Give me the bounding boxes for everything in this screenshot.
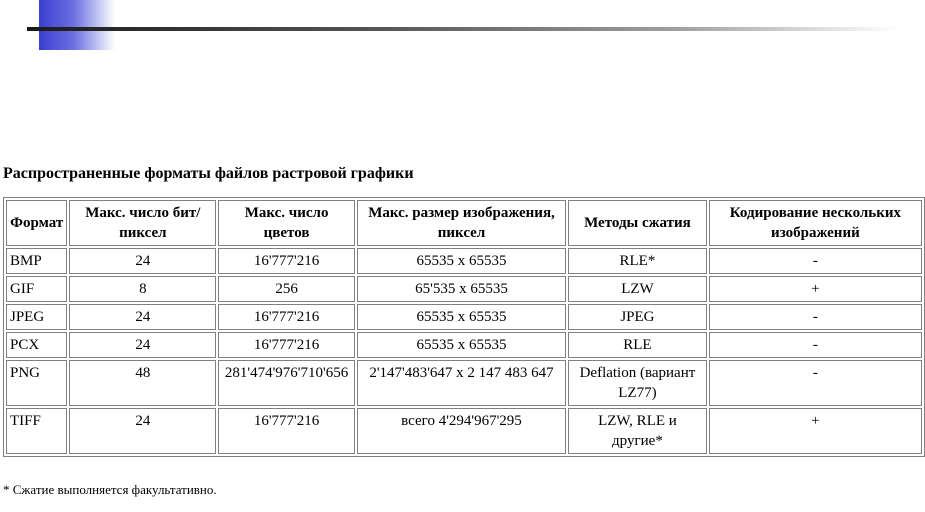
table-row (6, 304, 922, 330)
cell-multi-image: - (709, 304, 922, 330)
cell-multi-image: - (709, 248, 922, 274)
table-header-row (6, 200, 922, 246)
cell-max-bits: 24 (69, 304, 216, 330)
table-caption: Распространенные форматы файлов растровой графики (3, 165, 414, 182)
cell-max-colors: 281'474'976'710'656 (218, 360, 355, 406)
cell-compression: RLE* (568, 248, 707, 274)
cell-max-colors: 16'777'216 (218, 248, 355, 274)
cell-compression: LZW (568, 276, 707, 302)
cell-format: BMP (6, 248, 67, 274)
header-multi-image: Кодирование нескольких изображений (709, 200, 922, 246)
cell-max-size: всего 4'294'967'295 (357, 408, 566, 454)
cell-max-colors: 16'777'216 (218, 408, 355, 454)
header-max-size: Макс. размер изображения, пиксел (357, 200, 566, 246)
table-row (6, 332, 922, 358)
cell-max-colors: 256 (218, 276, 355, 302)
table-footnote: * Сжатие выполняется факультативно. (3, 482, 217, 497)
cell-max-size: 2'147'483'647 x 2 147 483 647 (357, 360, 566, 406)
table-row (6, 276, 922, 302)
table-row (6, 408, 922, 454)
table-row (6, 360, 922, 406)
cell-max-bits: 8 (69, 276, 216, 302)
cell-max-bits: 48 (69, 360, 216, 406)
cell-multi-image: + (709, 408, 922, 454)
cell-compression: JPEG (568, 304, 707, 330)
header-max-colors: Макс. число цветов (218, 200, 355, 246)
decorative-gradient-square (39, 0, 115, 50)
cell-format: PCX (6, 332, 67, 358)
cell-max-bits: 24 (69, 408, 216, 454)
cell-max-size: 65535 x 65535 (357, 332, 566, 358)
cell-format: TIFF (6, 408, 67, 454)
cell-multi-image: - (709, 360, 922, 406)
cell-max-size: 65'535 x 65535 (357, 276, 566, 302)
raster-formats-table (3, 197, 925, 457)
header-max-bits: Макс. число бит/ пиксел (69, 200, 216, 246)
cell-max-size: 65535 x 65535 (357, 248, 566, 274)
cell-format: GIF (6, 276, 67, 302)
cell-format: JPEG (6, 304, 67, 330)
cell-max-bits: 24 (69, 248, 216, 274)
header-format: Формат (6, 200, 67, 246)
cell-multi-image: - (709, 332, 922, 358)
cell-max-bits: 24 (69, 332, 216, 358)
cell-multi-image: + (709, 276, 922, 302)
cell-compression: RLE (568, 332, 707, 358)
cell-format: PNG (6, 360, 67, 406)
cell-compression: Deflation (вариант LZ77) (568, 360, 707, 406)
decorative-divider-line (27, 27, 897, 31)
header-compression: Методы сжатия (568, 200, 707, 246)
cell-max-colors: 16'777'216 (218, 332, 355, 358)
cell-max-size: 65535 x 65535 (357, 304, 566, 330)
table-row (6, 248, 922, 274)
cell-compression: LZW, RLE и другие* (568, 408, 707, 454)
cell-max-colors: 16'777'216 (218, 304, 355, 330)
